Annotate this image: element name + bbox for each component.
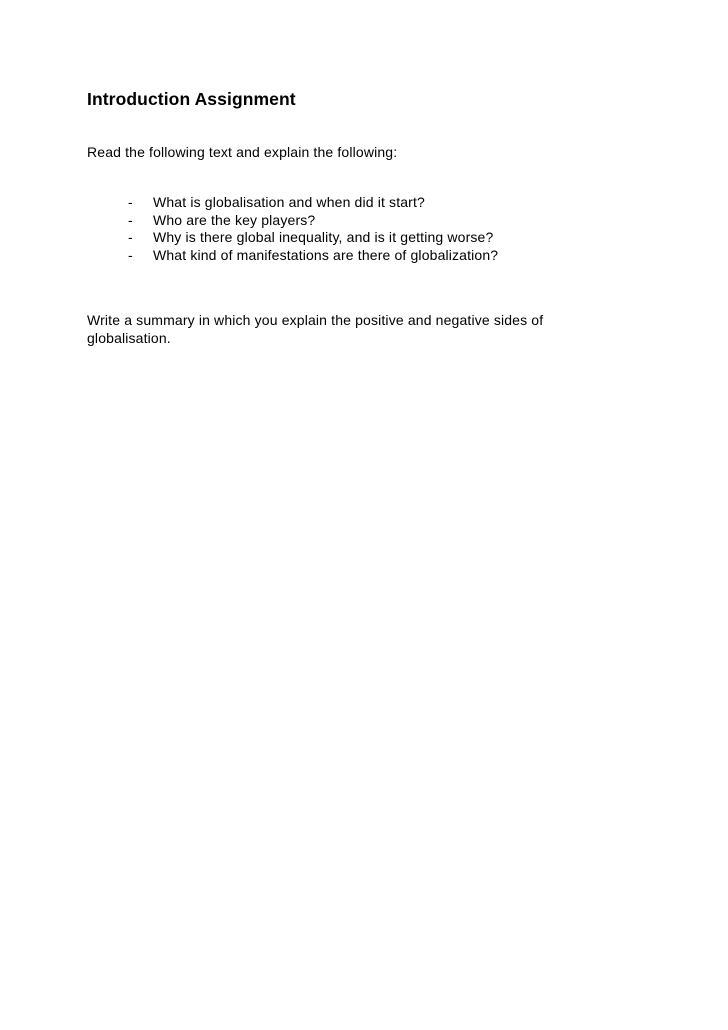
bullet-dash: - [128, 246, 133, 263]
list-item [87, 194, 498, 212]
list-item [87, 229, 498, 247]
summary-line-2: globalisation. [87, 330, 171, 346]
bullet-dash: - [128, 194, 133, 210]
question-text: What is globalisation and when did it start? [153, 194, 425, 210]
question-text: Who are the key players? [153, 211, 316, 228]
bullet-dash: - [128, 211, 133, 228]
question-list [87, 194, 498, 264]
bullet-dash: - [128, 229, 133, 245]
intro-paragraph: Read the following text and explain the following: [87, 144, 398, 160]
summary-line-1: Write a summary in which you explain the positive and negative sides of [87, 312, 544, 328]
document-title: Introduction Assignment [87, 89, 296, 109]
summary-paragraph [87, 311, 607, 347]
question-text: Why is there global inequality, and is it getting worse? [153, 229, 494, 245]
list-item [87, 212, 498, 230]
list-item [87, 247, 498, 265]
question-text: What kind of manifestations are there of globalization? [153, 246, 499, 263]
